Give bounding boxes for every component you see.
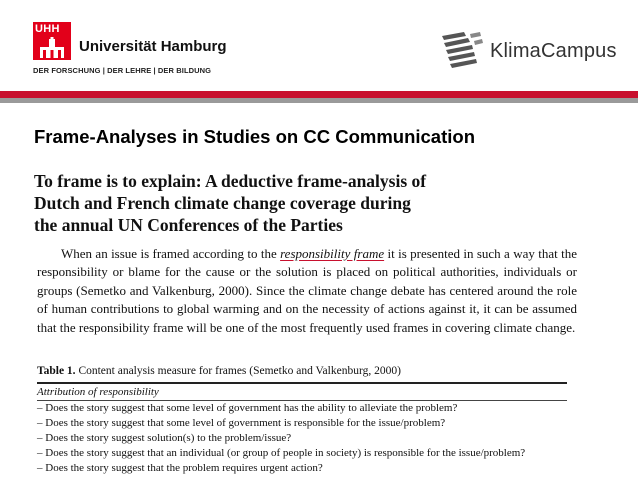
university-tagline: DER FORSCHUNG | DER LEHRE | DER BILDUNG: [33, 66, 212, 75]
table-top-rule: [37, 382, 567, 384]
article-title-line: Dutch and French climate change coverage during: [34, 193, 411, 213]
paragraph-text-after: it is presented in such a way that the responsibility or blame for the cause or the solution is placed on political authorities, individuals or groups (Semetko and Valkenburg, 2000). Since the climate change debate has centered around the role of human contributions to global warming and on the necessity of actions against it, it can be assumed that the responsibility frame will be one of the most frequently used frames in covering climate change.: [37, 246, 577, 335]
building-icon: [39, 37, 65, 59]
table-caption-label: Table 1.: [37, 365, 76, 377]
university-logo: [33, 22, 227, 77]
article-paragraph: [37, 245, 577, 337]
header-gray-stripe: [0, 98, 638, 103]
paragraph-emphasis: responsibility frame: [280, 246, 385, 261]
partner-name: KlimaCampus: [490, 40, 617, 62]
paragraph-text-before: When an issue is framed according to the: [61, 246, 281, 261]
article-title: [34, 170, 594, 236]
article-title-line: To frame is to explain: A deductive frame-analysis of: [34, 171, 427, 191]
uhh-mark-letters: UHH: [35, 23, 60, 35]
klimacampus-swirl-icon: [440, 30, 484, 74]
list-item: – Does the story suggest that some level of government is responsible for the issue/problem?: [37, 417, 446, 429]
list-item: – Does the story suggest that the problem requires urgent action?: [37, 462, 323, 474]
klimacampus-logo: [440, 30, 615, 75]
list-item: – Does the story suggest solution(s) to the problem/issue?: [37, 432, 292, 444]
table-caption: [37, 365, 401, 377]
uhh-emblem-icon: [33, 22, 71, 60]
table-section-heading: Attribution of responsibility: [37, 386, 159, 398]
list-item: – Does the story suggest that some level of government has the ability to alleviate the problem?: [37, 402, 458, 414]
header-red-stripe: [0, 91, 638, 98]
article-title-line: the annual UN Conferences of the Parties: [34, 215, 343, 235]
list-item: – Does the story suggest that an individual (or group of people in society) is responsible for the issue/problem?: [37, 447, 526, 459]
criteria-list: [37, 401, 525, 476]
table-caption-text: Content analysis measure for frames (Semetko and Valkenburg, 2000): [75, 365, 401, 377]
slide-title: Frame-Analyses in Studies on CC Communication: [34, 126, 475, 147]
university-name: Universität Hamburg: [79, 38, 227, 55]
